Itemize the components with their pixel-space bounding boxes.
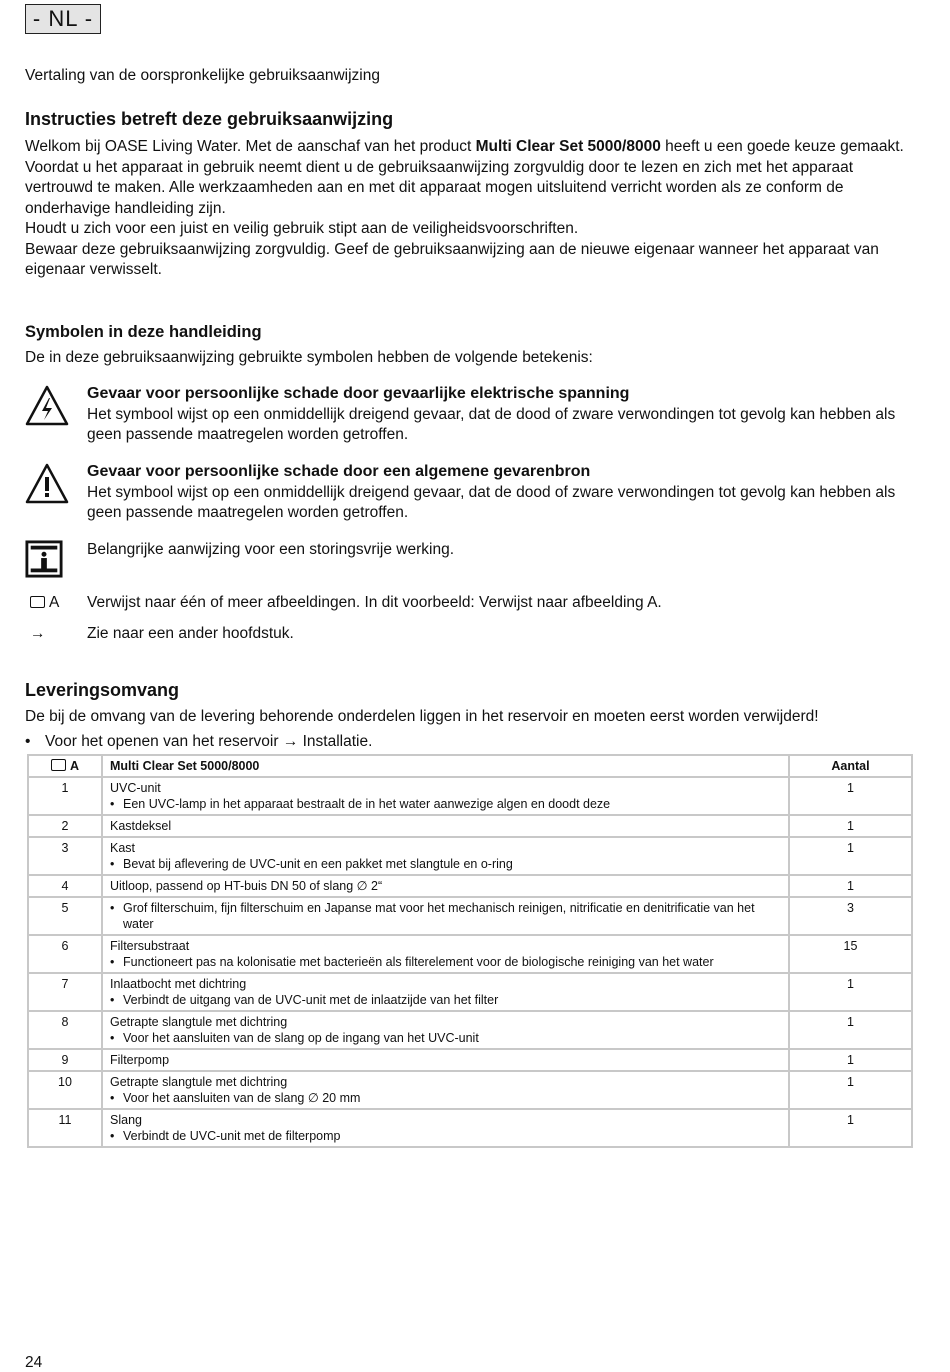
part-description bbox=[102, 1071, 789, 1109]
part-quantity: 1 bbox=[789, 1011, 912, 1049]
part-note: • Voor het aansluiten van de slang op de ingang van het UVC-unit bbox=[110, 1030, 781, 1046]
part-description bbox=[102, 935, 789, 973]
delivery-heading: Leveringsomvang bbox=[25, 680, 180, 700]
delivery-intro: De bij de omvang van de levering behorende onderdelen liggen in het reservoir en moeten eerst worden verwijderd! bbox=[25, 708, 819, 725]
part-description bbox=[102, 973, 789, 1011]
safety-paragraph: Houdt u zich voor een juist en veilig gebruik stipt aan de veiligheidsvoorschriften. bbox=[25, 220, 579, 237]
table-row bbox=[28, 1049, 912, 1071]
part-name: Kast bbox=[110, 841, 136, 855]
welcome-paragraph: Welkom bij OASE Living Water. Met de aanschaf van het product Multi Clear Set 5000/8000 heeft u een goede keuze gemaakt. bbox=[25, 138, 904, 155]
document-subtitle: Vertaling van de oorspronkelijke gebruiksaanwijzing bbox=[25, 67, 380, 84]
table-row bbox=[28, 777, 912, 815]
part-number: 3 bbox=[28, 837, 102, 875]
part-description bbox=[102, 1011, 789, 1049]
part-note: • Bevat bij aflevering de UVC-unit en een pakket met slangtule en o-ring bbox=[110, 856, 781, 872]
part-quantity: 1 bbox=[789, 875, 912, 897]
instructions-body bbox=[25, 137, 915, 281]
product-name: Multi Clear Set 5000/8000 bbox=[475, 138, 661, 155]
table-row bbox=[28, 935, 912, 973]
part-name: UVC-unit bbox=[110, 781, 161, 795]
part-name: Kastdeksel bbox=[110, 819, 172, 833]
part-number: 4 bbox=[28, 875, 102, 897]
part-name: Slang bbox=[110, 1113, 142, 1127]
part-quantity: 1 bbox=[789, 1071, 912, 1109]
table-row bbox=[28, 1071, 912, 1109]
part-quantity: 15 bbox=[789, 935, 912, 973]
part-quantity: 3 bbox=[789, 897, 912, 935]
table-row bbox=[28, 837, 912, 875]
info-icon bbox=[25, 540, 63, 578]
arrow-right-icon: → bbox=[30, 625, 46, 642]
symbol-info-row bbox=[25, 540, 915, 580]
part-number: 11 bbox=[28, 1109, 102, 1147]
part-description bbox=[102, 897, 789, 935]
symbol-general-row bbox=[25, 462, 915, 524]
part-quantity: 1 bbox=[789, 815, 912, 837]
electric-hazard-title: Gevaar voor persoonlijke schade door gevaarlijke elektrische spanning bbox=[87, 385, 630, 402]
table-row bbox=[28, 973, 912, 1011]
table-header-row bbox=[28, 755, 912, 777]
part-quantity: 1 bbox=[789, 1049, 912, 1071]
part-number: 9 bbox=[28, 1049, 102, 1071]
frame-icon bbox=[51, 759, 66, 771]
part-quantity: 1 bbox=[789, 837, 912, 875]
page-number: 24 bbox=[25, 1354, 43, 1371]
part-note: • Een UVC-lamp in het apparaat bestraalt de in het water aanwezige algen en doodt deze bbox=[110, 796, 781, 812]
part-description bbox=[102, 777, 789, 815]
electric-hazard-text: Het symbool wijst op een onmiddellijk dreigend gevaar, dat de dood of zware verwondingen tot gevolg kan hebben als geen passende maatregelen worden getroffen. bbox=[87, 405, 896, 443]
header-figure: A bbox=[28, 755, 102, 777]
parts-table bbox=[27, 754, 913, 1148]
arrow-text: Zie naar een ander hoofdstuk. bbox=[87, 625, 294, 642]
part-note: • Functioneert pas na kolonisatie met bacterieën als filterelement voor de biologische reiniging van het water bbox=[110, 954, 781, 970]
part-name: Filterpomp bbox=[110, 1053, 170, 1067]
electric-hazard-icon bbox=[25, 384, 69, 428]
part-name: Getrapte slangtule met dichtring bbox=[110, 1015, 288, 1029]
table-row bbox=[28, 1011, 912, 1049]
part-number: 7 bbox=[28, 973, 102, 1011]
table-row bbox=[28, 897, 912, 935]
part-description bbox=[102, 837, 789, 875]
part-name: Getrapte slangtule met dichtring bbox=[110, 1075, 288, 1089]
table-row bbox=[28, 1109, 912, 1147]
figure-text: Verwijst naar één of meer afbeeldingen. In dit voorbeeld: Verwijst naar afbeelding A. bbox=[87, 594, 662, 611]
table-row bbox=[28, 875, 912, 897]
part-note: • Voor het aansluiten van de slang ∅ 20 mm bbox=[110, 1090, 781, 1106]
part-name: Inlaatbocht met dichtring bbox=[110, 977, 247, 991]
table-row bbox=[28, 815, 912, 837]
symbols-heading: Symbolen in deze handleiding bbox=[25, 323, 262, 341]
keep-manual-paragraph: Bewaar deze gebruiksaanwijzing zorgvuldig. Geef de gebruiksaanwijzing aan de nieuwe eigenaar wanneer het apparaat van eigenaar verwisselt. bbox=[25, 240, 879, 278]
part-name: Uitloop, passend op HT-buis DN 50 of slang ∅ 2“ bbox=[110, 879, 383, 893]
part-quantity: 1 bbox=[789, 777, 912, 815]
language-label: - NL - bbox=[25, 4, 101, 34]
part-note: • Verbindt de UVC-unit met de filterpomp bbox=[110, 1128, 781, 1144]
part-description bbox=[102, 875, 789, 897]
part-quantity: 1 bbox=[789, 973, 912, 1011]
figure-symbol: A bbox=[30, 593, 59, 614]
general-hazard-text: Het symbool wijst op een onmiddellijk dreigend gevaar, dat de dood of zware verwondingen tot gevolg kan hebben als geen passende maatregelen worden getroffen. bbox=[87, 483, 896, 521]
part-description bbox=[102, 1049, 789, 1071]
part-quantity: 1 bbox=[789, 1109, 912, 1147]
part-description bbox=[102, 815, 789, 837]
read-manual-paragraph: Voordat u het apparaat in gebruik neemt dient u de gebruiksaanwijzing zorgvuldig door te lezen en zich met het apparaat vertrouwd te maken. Alle werkzaamheden aan en met dit apparaat mogen uitsluitend verricht worden als ze conform de onderhavige handleiding zijn. bbox=[25, 158, 854, 217]
symbol-arrow-row bbox=[25, 624, 915, 646]
part-note: • Grof filterschuim, fijn filterschuim en Japanse mat voor het mechanisch reinigen, nitrificatie en denitrificatie van het water bbox=[110, 900, 781, 932]
part-description bbox=[102, 1109, 789, 1147]
part-number: 8 bbox=[28, 1011, 102, 1049]
part-number: 5 bbox=[28, 897, 102, 935]
part-number: 10 bbox=[28, 1071, 102, 1109]
general-hazard-icon bbox=[25, 462, 69, 506]
part-name: Filtersubstraat bbox=[110, 939, 190, 953]
part-number: 6 bbox=[28, 935, 102, 973]
instructions-heading: Instructies betreft deze gebruiksaanwijzing bbox=[25, 109, 394, 129]
part-number: 1 bbox=[28, 777, 102, 815]
info-text: Belangrijke aanwijzing voor een storingsvrije werking. bbox=[87, 541, 455, 558]
symbols-intro: De in deze gebruiksaanwijzing gebruikte symbolen hebben de volgende betekenis: bbox=[25, 349, 593, 366]
general-hazard-title: Gevaar voor persoonlijke schade door een algemene gevarenbron bbox=[87, 463, 591, 480]
delivery-bullet: • Voor het openen van het reservoir → Installatie. bbox=[25, 733, 372, 751]
symbol-figure-row bbox=[25, 593, 915, 615]
part-note: • Verbindt de uitgang van de UVC-unit met de inlaatzijde van het filter bbox=[110, 992, 781, 1008]
frame-icon bbox=[30, 596, 45, 608]
header-quantity: Aantal bbox=[789, 755, 912, 777]
part-number: 2 bbox=[28, 815, 102, 837]
header-product: Multi Clear Set 5000/8000 bbox=[102, 755, 789, 777]
symbol-electric-row bbox=[25, 384, 915, 446]
